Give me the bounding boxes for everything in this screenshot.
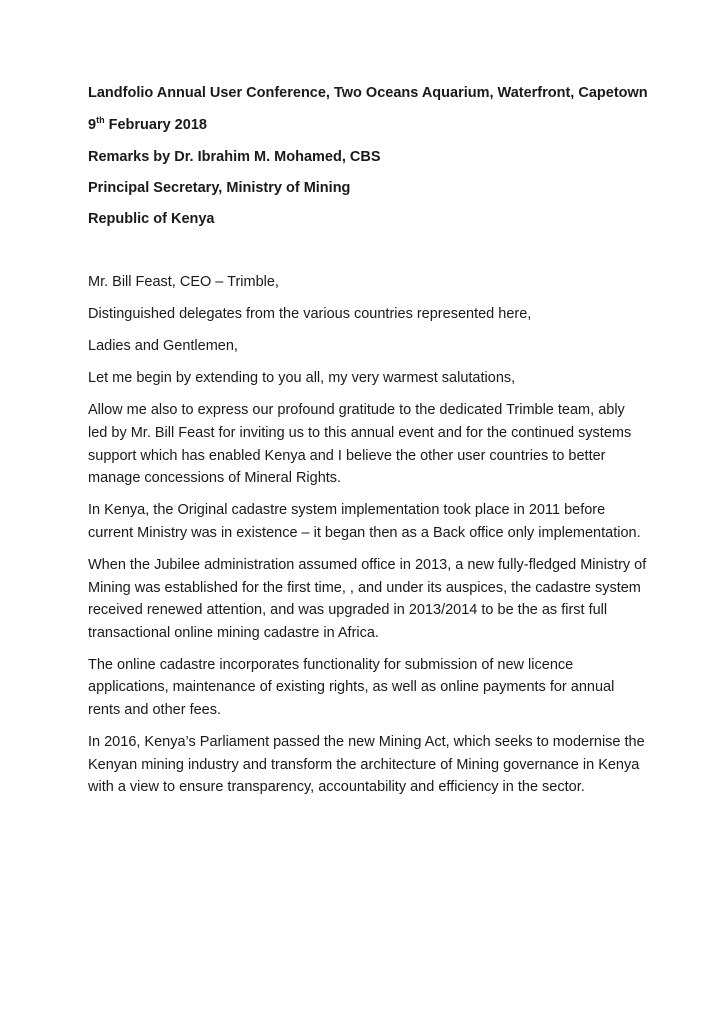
date-month-year: February 2018 (104, 117, 207, 133)
speech-body (88, 271, 648, 799)
salutation-ceo: Mr. Bill Feast, CEO – Trimble, (88, 274, 279, 290)
paragraph-gratitude: Allow me also to express our profound gratitude to the dedicated Trimble team, ably led by Mr. Bill Feast for inviting us to this annual event and for the continued systems support which has enabled Kenya and I believe the other user countries to better manage concessions of Mineral Rights. (88, 402, 632, 487)
event-title: Landfolio Annual User Conference, Two Oceans Aquarium, Waterfront, Capetown (88, 85, 648, 101)
speaker-position: Principal Secretary, Ministry of Mining (88, 180, 351, 196)
date-suffix: th (96, 115, 105, 125)
paragraph-cadastre-origin: In Kenya, the Original cadastre system implementation took place in 2011 before current Ministry was in existence – it began then as a Back office only implementation. (88, 502, 641, 541)
speaker-country: Republic of Kenya (88, 211, 215, 227)
speaker-line: Remarks by Dr. Ibrahim M. Mohamed, CBS (88, 149, 381, 165)
salutation-audience: Ladies and Gentlemen, (88, 338, 238, 355)
date-day: 9 (88, 117, 97, 133)
paragraph-greeting: Let me begin by extending to you all, my very warmest salutations, (88, 370, 516, 387)
document-content (88, 82, 648, 808)
event-date (88, 114, 648, 136)
paragraph-ministry-upgrade: When the Jubilee administration assumed office in 2013, a new fully-fledged Ministry of Mining was established for the first time, , and under its auspices, the cadastre system received renewed attention, and was upgraded in 2013/2014 to be the as first full transactional online mining cadastre in Africa. (88, 556, 647, 641)
paragraph-mining-act: In 2016, Kenya’s Parliament passed the new Mining Act, which seeks to modernise the Kenyan mining industry and transform the architecture of Mining governance in Kenya with a view to ensure transparency, accountability and efficiency in the sector. (88, 734, 645, 796)
paragraph-online-cadastre: The online cadastre incorporates functionality for submission of new licence applications, maintenance of existing rights, as well as online payments for annual rents and other fees. (88, 656, 615, 718)
salutation-delegates: Distinguished delegates from the various countries represented here, (88, 306, 532, 323)
speech-header (88, 82, 648, 230)
